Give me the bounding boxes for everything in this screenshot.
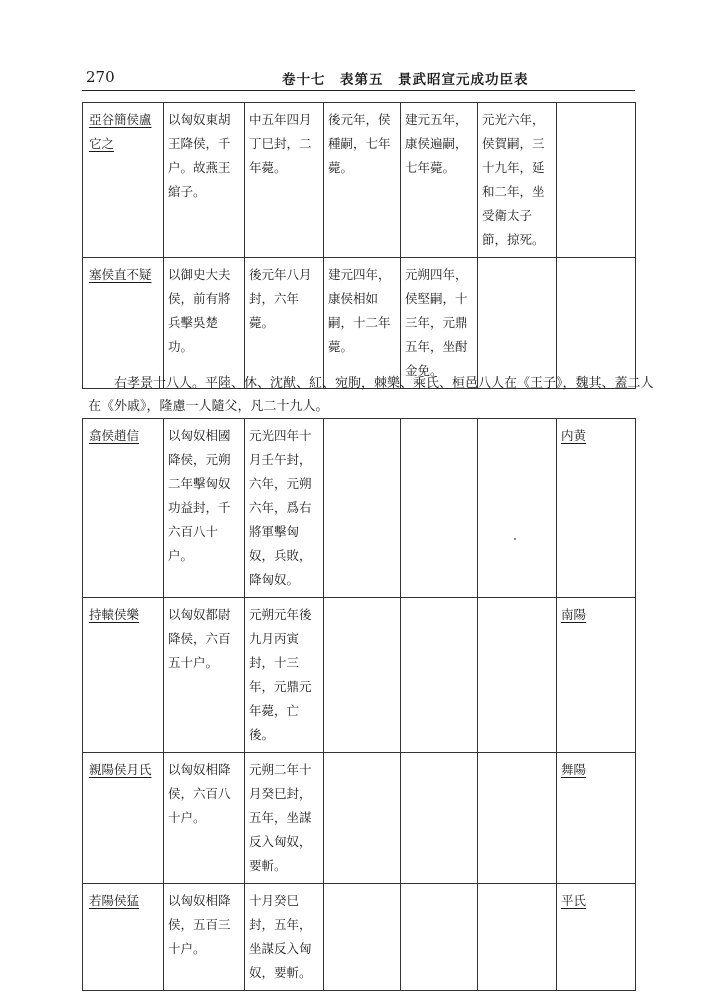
page-header <box>82 60 635 88</box>
page-number: 270 <box>86 68 115 86</box>
table-row <box>83 598 636 753</box>
marquis-name-cell: 若陽侯猛 <box>83 884 164 991</box>
marquis-name-cell: 翕侯趙信 <box>83 419 164 598</box>
table-top <box>82 102 636 389</box>
merit-cell: 以匈奴東胡王降侯，千户。故燕王綰子。 <box>164 103 245 258</box>
merit-cell: 以匈奴相國降侯，元朔二年擊匈奴功益封，千六百八十户。 <box>164 419 245 598</box>
successor-cell: 建元四年，康侯相如嗣，十二年薨。 <box>324 258 401 389</box>
table-row <box>83 103 636 258</box>
fief-cell: 内黄 <box>557 419 636 598</box>
note-line: 在《外戚》，隆慮一人隨父，凡二十九人。 <box>88 399 329 414</box>
successor-cell <box>478 598 557 753</box>
table-row <box>83 884 636 991</box>
enfeoffment-cell: 中五年四月丁巳封，二年薨。 <box>245 103 324 258</box>
marquis-name-cell: 亞谷簡侯盧它之 <box>83 103 164 258</box>
marquis-name-cell: 持轅侯樂 <box>83 598 164 753</box>
marquis-name-cell: 塞侯直不疑 <box>83 258 164 389</box>
running-title: 卷十七 表第五 景武昭宣元成功臣表 <box>282 72 529 88</box>
fief-cell <box>557 103 636 258</box>
successor-cell: 元朔四年，侯堅嗣，十三年，元鼎五年，坐酎金免。 <box>401 258 478 389</box>
successor-cell <box>401 884 478 991</box>
successor-cell: 建元五年，康侯遍嗣，七年薨。 <box>401 103 478 258</box>
successor-cell <box>401 598 478 753</box>
successor-cell <box>478 419 557 598</box>
enfeoffment-cell: 元朔元年後九月丙寅封，十三年，元鼎元年薨，亡後。 <box>245 598 324 753</box>
enfeoffment-cell: 後元年八月封，六年薨。 <box>245 258 324 389</box>
fief-cell: 南陽 <box>557 598 636 753</box>
successor-cell <box>324 419 401 598</box>
table-row <box>83 419 636 598</box>
merit-cell: 以匈奴都尉降侯，六百五十户。 <box>164 598 245 753</box>
successor-cell <box>478 884 557 991</box>
table-bottom <box>82 418 636 991</box>
merit-cell: 以匈奴相降侯，五百三十户。 <box>164 884 245 991</box>
enfeoffment-cell: 元朔二年十月癸巳封，五年，坐謀反入匈奴，要斬。 <box>245 753 324 884</box>
fief-cell: 舞陽 <box>557 753 636 884</box>
marquis-name-cell: 親陽侯月氏 <box>83 753 164 884</box>
enfeoffment-cell: 元光四年十月壬午封，六年，元朔六年，爲右將軍擊匈奴，兵敗，降匈奴。 <box>245 419 324 598</box>
successor-cell <box>478 753 557 884</box>
enfeoffment-cell: 十月癸巳封，五年，坐謀反入匈奴，要斬。 <box>245 884 324 991</box>
merit-cell: 以御史大夫侯，前有將兵擊吳楚功。 <box>164 258 245 389</box>
successor-cell <box>324 884 401 991</box>
header-rule <box>82 90 635 91</box>
successor-cell: 元光六年，侯賀嗣，三十九年，延和二年，坐受衛太子節，掠死。 <box>478 103 557 258</box>
successor-cell: 後元年，侯種嗣，七年薨。 <box>324 103 401 258</box>
note-line: 右孝景十八人。平陸、休、沈猷、紅、宛朐，棘樂、乘氏、桓邑八人在《王子》，魏其、蓋二人 <box>114 376 654 391</box>
scan-speck <box>514 538 516 540</box>
merit-cell: 以匈奴相降侯，六百八十户。 <box>164 753 245 884</box>
successor-cell <box>401 419 478 598</box>
successor-cell <box>401 753 478 884</box>
summary-note <box>82 366 654 418</box>
fief-cell: 平氏 <box>557 884 636 991</box>
successor-cell <box>324 753 401 884</box>
table-row <box>83 753 636 884</box>
successor-cell <box>324 598 401 753</box>
